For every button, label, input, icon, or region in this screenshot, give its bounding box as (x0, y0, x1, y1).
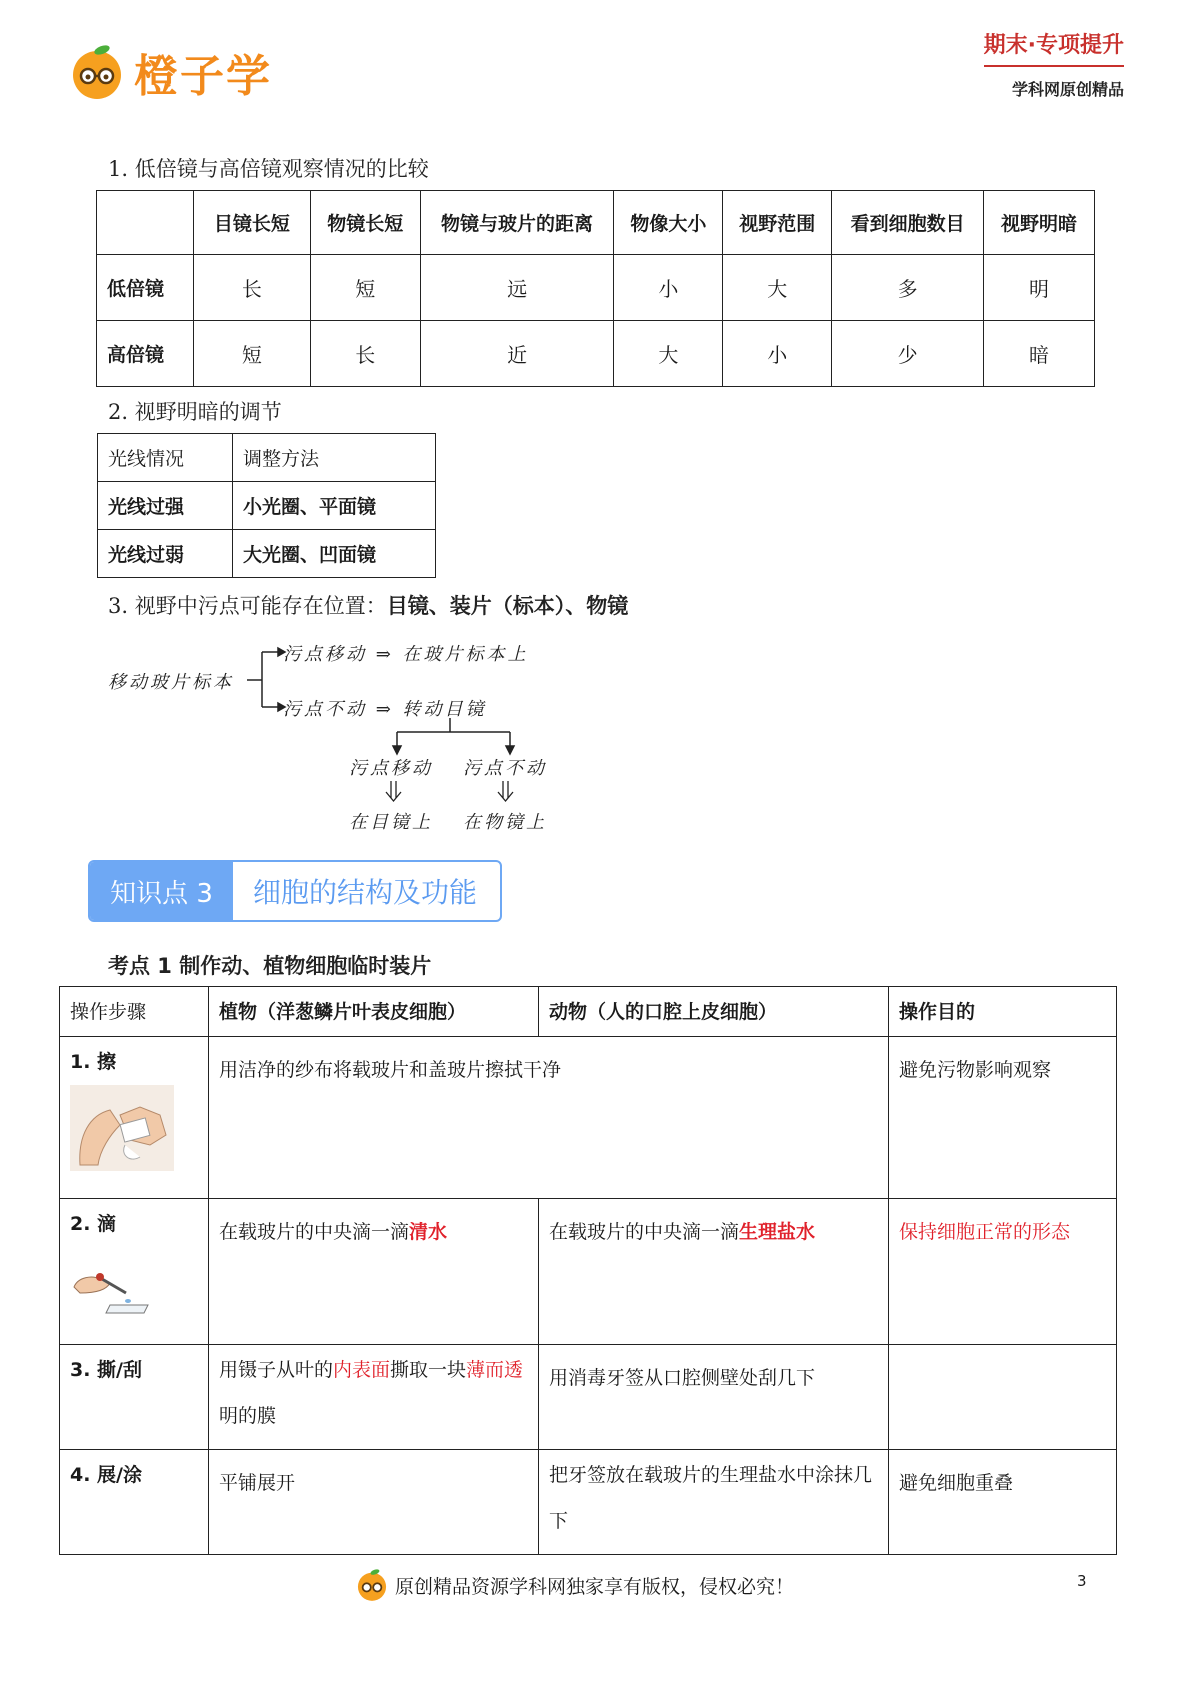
table-cell: 暗 (984, 321, 1095, 387)
purpose-cell (889, 1345, 1117, 1450)
table-cell: 明 (984, 255, 1095, 321)
plant-text: 明的膜 (219, 1405, 277, 1427)
table-cell: 大 (723, 255, 832, 321)
row-label: 低倍镜 (97, 255, 194, 321)
table-header-cell: 目镜长短 (193, 191, 310, 255)
orange-logo-icon (355, 1568, 389, 1602)
step-label: 2. 滴 (70, 1213, 117, 1235)
animal-cell: 用消毒牙签从口腔侧壁处刮几下 (539, 1345, 889, 1450)
table-cell: 远 (420, 255, 614, 321)
footer-text: 原创精品资源学科网独家享有版权，侵权必究！ (395, 1575, 795, 1598)
table-row (60, 1199, 1117, 1345)
table-cell: 大 (614, 321, 723, 387)
table-header-cell: 操作步骤 (60, 987, 209, 1037)
animal-text: 把牙签放在载玻片的生理盐水中涂抹几下 (549, 1464, 873, 1532)
animal-cell (539, 1199, 889, 1345)
plant-cell (209, 1199, 539, 1345)
kaodian-title: 考点 1 制作动、植物细胞临时装片 (108, 954, 432, 978)
highlight-saline: 生理盐水 (739, 1221, 816, 1243)
step-cell (60, 1037, 209, 1199)
step-cell (60, 1450, 209, 1555)
highlight-water: 清水 (409, 1221, 448, 1243)
table-header-cell: 操作目的 (889, 987, 1117, 1037)
step-cell (60, 1345, 209, 1450)
highlight-inner-surface: 内表面 (333, 1359, 391, 1381)
merged-plant-animal-cell: 用洁净的纱布将载玻片和盖玻片擦拭干净 (209, 1037, 889, 1199)
plant-text: 在载玻片的中央滴一滴 (219, 1221, 410, 1243)
dropper-illustration-icon (70, 1257, 154, 1317)
table-header-cell: 物镜长短 (310, 191, 420, 255)
table-cell: 小光圈、平面镜 (233, 482, 436, 530)
table-row (60, 1450, 1117, 1555)
footer-copyright (355, 1568, 794, 1602)
step-cell (60, 1199, 209, 1345)
flow-branch-2: 污点不动 ⇒ 转动目镜 (283, 699, 487, 720)
table-cell: 少 (832, 321, 984, 387)
highlight-thin-transparent: 薄而透 (466, 1359, 524, 1381)
logo-text: 橙子学 (134, 51, 272, 102)
plant-text: 用镊子从叶的 (219, 1359, 334, 1381)
flow-branch-1: 污点移动 ⇒ 在玻片标本上 (283, 644, 529, 665)
table-cell: 多 (832, 255, 984, 321)
table-header-cell: 调整方法 (233, 434, 436, 482)
flow-result-1: 在目镜上 (349, 812, 433, 833)
wiping-hands-illustration-icon (70, 1085, 174, 1171)
flow-result-2: 在物镜上 (463, 812, 547, 833)
animal-cell (539, 1450, 889, 1555)
plant-cell: 平铺展开 (209, 1450, 539, 1555)
table-row (60, 1037, 1117, 1199)
row-label: 高倍镜 (97, 321, 194, 387)
section-1-title: 1. 低倍镜与高倍镜观察情况的比较 (108, 157, 429, 181)
table-cell: 短 (310, 255, 420, 321)
table-cell: 光线过强 (98, 482, 233, 530)
table-cell: 长 (310, 321, 420, 387)
purpose-cell: 避免细胞重叠 (889, 1450, 1117, 1555)
purpose-cell: 避免污物影响观察 (889, 1037, 1117, 1199)
section-3-title-bold: 目镜、装片（标本）、物镜 (386, 594, 629, 618)
flow-sub-1: 污点移动 (349, 758, 433, 779)
table-cell: 光线过弱 (98, 530, 233, 578)
badge-topic: 细胞的结构及功能 (253, 876, 478, 909)
step-label: 3. 撕/刮 (70, 1359, 142, 1381)
purpose-cell: 保持细胞正常的形态 (889, 1199, 1117, 1345)
section-3-title-prefix: 3. 视野中污点可能存在位置： (108, 594, 387, 618)
table-header-cell: 动物（人的口腔上皮细胞） (539, 987, 889, 1037)
plant-cell (209, 1345, 539, 1450)
page-number: 3 (1077, 1572, 1087, 1590)
table-cell: 大光圈、凹面镜 (233, 530, 436, 578)
animal-text: 在载玻片的中央滴一滴 (549, 1221, 740, 1243)
table-cell: 小 (723, 321, 832, 387)
step-label: 4. 展/涂 (70, 1464, 142, 1486)
table-header-cell: 植物（洋葱鳞片叶表皮细胞） (209, 987, 539, 1037)
flow-start: 移动玻片标本 (108, 672, 234, 693)
table-header-cell: 物像大小 (614, 191, 723, 255)
table-header-cell: 物镜与玻片的距离 (420, 191, 614, 255)
table-header-cell: 看到细胞数目 (832, 191, 984, 255)
step-label: 1. 擦 (70, 1051, 117, 1073)
header-title: 期末·专项提升 (984, 28, 1124, 67)
table-row (60, 1345, 1117, 1450)
temporary-slide-steps-table (59, 986, 1117, 1555)
table-cell: 小 (614, 255, 723, 321)
header-subtitle: 学科网原创精品 (1011, 80, 1124, 99)
flow-sub-2: 污点不动 (463, 758, 547, 779)
table-cell: 长 (193, 255, 310, 321)
table-cell: 短 (193, 321, 310, 387)
flow-connector-lines (0, 0, 1190, 840)
table-header-cell: 光线情况 (98, 434, 233, 482)
table-cell: 近 (420, 321, 614, 387)
table-header-cell: 视野范围 (723, 191, 832, 255)
badge-label: 知识点 3 (90, 862, 233, 920)
table-header-cell: 视野明暗 (984, 191, 1095, 255)
plant-text: 撕取一块 (390, 1359, 467, 1381)
knowledge-point-badge (88, 860, 502, 922)
section-2-title: 2. 视野明暗的调节 (108, 400, 282, 424)
